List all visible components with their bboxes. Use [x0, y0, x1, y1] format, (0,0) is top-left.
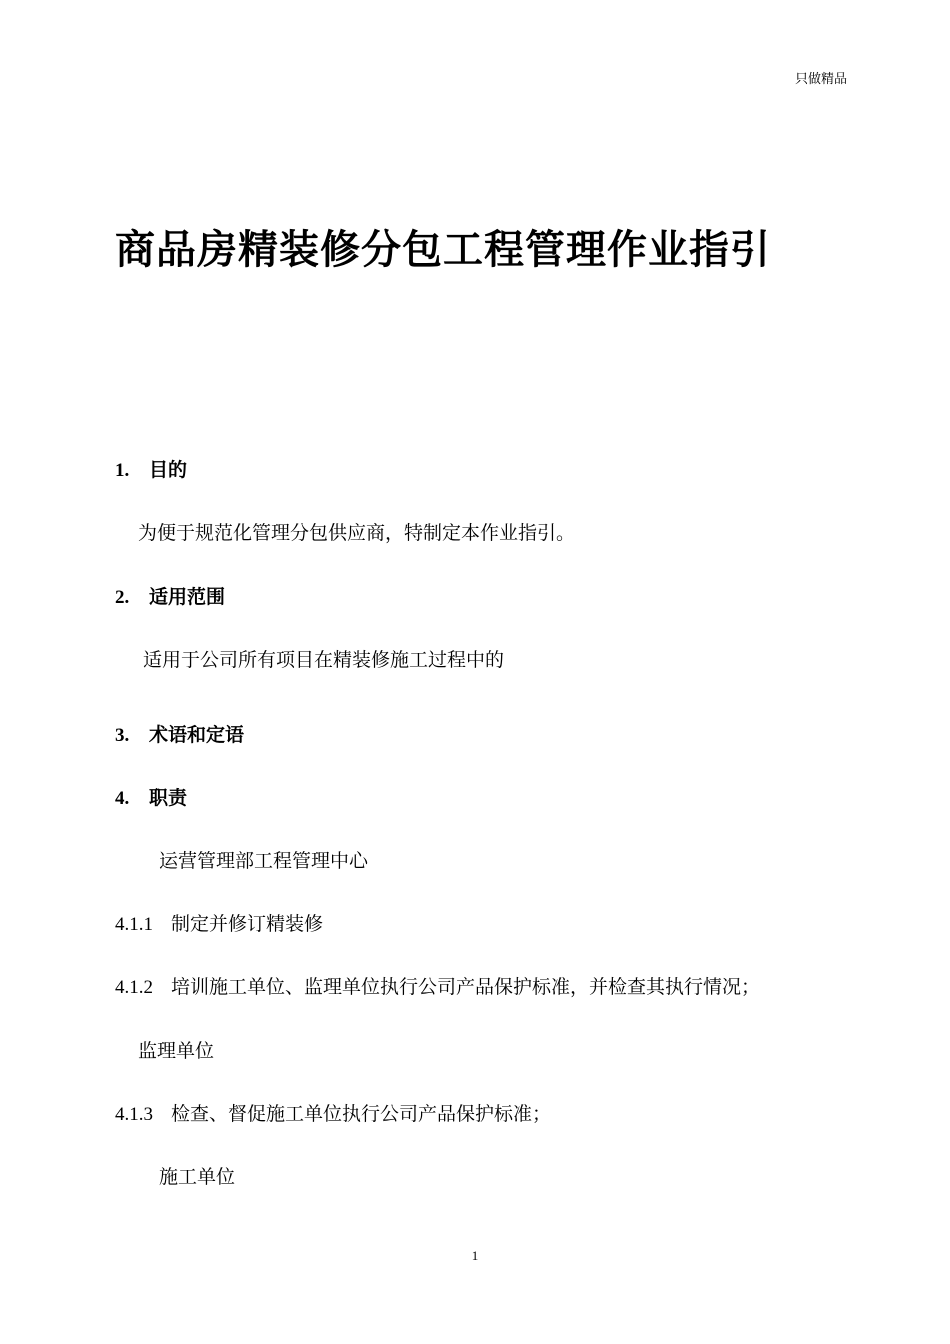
- scope-paragraph: 适用于公司所有项目在精装修施工过程中的: [143, 649, 505, 671]
- duty-item-4-1-2: [115, 972, 760, 999]
- item-text: 检查、督促施工单位执行公司产品保护标准；: [171, 1103, 552, 1125]
- purpose-paragraph: 为便于规范化管理分包供应商，特制定本作业指引。: [138, 522, 576, 544]
- section-title: 职责: [149, 787, 188, 809]
- item-number: 4.1.1: [115, 914, 153, 935]
- section-number: 1.: [115, 460, 130, 481]
- section-heading-terms: [115, 720, 244, 747]
- item-number: 4.1.2: [115, 977, 153, 998]
- section-number: 2.: [115, 587, 130, 608]
- item-text: 制定并修订精装修: [171, 913, 324, 935]
- section-heading-duties: [115, 783, 187, 810]
- item-number: 4.1.3: [115, 1104, 153, 1125]
- supervisor-label: 监理单位: [138, 1040, 215, 1062]
- duty-item-4-1-1: [115, 909, 323, 936]
- header-note: 只做精品: [794, 72, 847, 87]
- section-title: 术语和定语: [149, 724, 245, 746]
- document-title: 商品房精装修分包工程管理作业指引: [115, 227, 771, 273]
- contractor-label: 施工单位: [159, 1166, 236, 1188]
- duty-item-4-1-3: [115, 1099, 551, 1126]
- section-heading-scope: [115, 582, 225, 609]
- section-heading-purpose: [115, 455, 187, 482]
- section-title: 适用范围: [149, 586, 226, 608]
- section-number: 3.: [115, 725, 130, 746]
- item-text: 培训施工单位、监理单位执行公司产品保护标准，并检查其执行情况；: [171, 976, 761, 998]
- ops-dept-label: 运营管理部工程管理中心: [159, 850, 369, 872]
- section-title: 目的: [149, 459, 188, 481]
- section-number: 4.: [115, 788, 130, 809]
- page-number: 1: [471, 1248, 479, 1263]
